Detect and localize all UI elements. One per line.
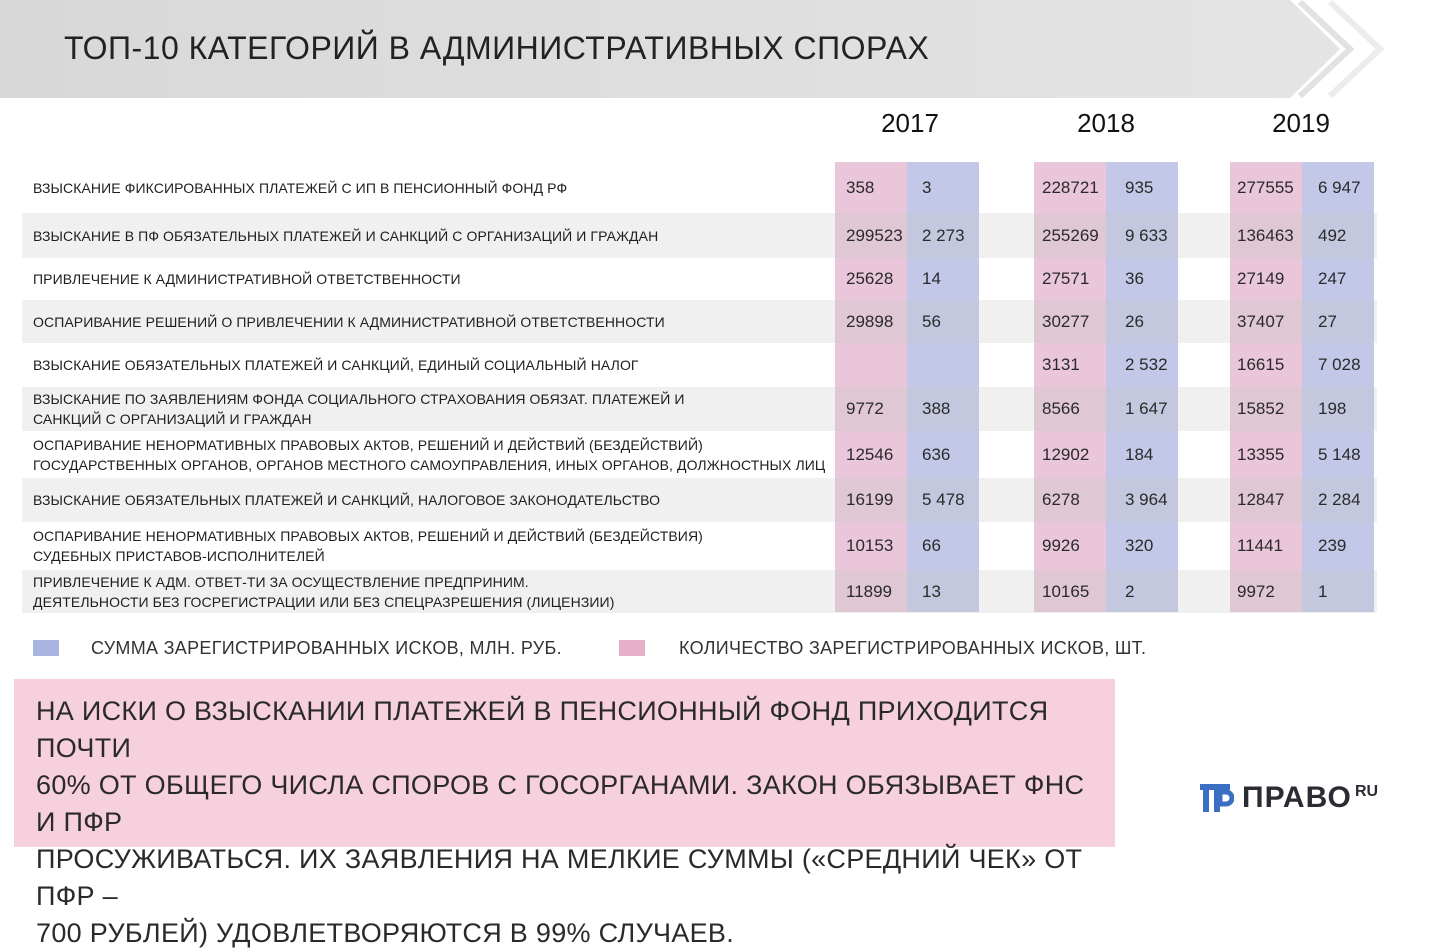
- count-cell-2018: 8566: [1042, 399, 1080, 418]
- sum-cell-2019: 239: [1318, 536, 1347, 555]
- count-cell-2017: 29898: [846, 311, 894, 331]
- count-cell-2019: 15852: [1237, 399, 1285, 418]
- note-line: ПРОСУЖИВАТЬСЯ. ИХ ЗАЯВЛЕНИЯ НА МЕЛКИЕ СУММЫ («СРЕДНИЙ ЧЕК» ОТ ПФР –: [36, 844, 1083, 911]
- row-label-line: ВЗЫСКАНИЕ ОБЯЗАТЕЛЬНЫХ ПЛАТЕЖЕЙ И САНКЦИЙ, ЕДИНЫЙ СОЦИАЛЬНЫЙ НАЛОГ: [33, 357, 639, 373]
- count-cell-2018: 228721: [1042, 177, 1099, 197]
- sum-cell-2019: 1: [1318, 581, 1328, 601]
- count-cell-2018: 27571: [1042, 269, 1090, 288]
- year-header-2018: 2018: [1077, 108, 1135, 138]
- count-cell-2018: 30277: [1042, 311, 1090, 331]
- logo-suffix: RU: [1355, 783, 1379, 800]
- row-label: [33, 178, 567, 198]
- sum-cell-2017: 3: [922, 177, 932, 197]
- row-label: [33, 226, 658, 246]
- pravo-logo-icon: [1200, 784, 1234, 814]
- count-cell-2017: 16199: [846, 490, 894, 509]
- note-box: [14, 679, 1115, 948]
- count-cell-2017: 9772: [846, 399, 884, 418]
- sum-cell-2017: 388: [922, 399, 951, 418]
- row-label: [33, 435, 825, 475]
- year-header-2017: 2017: [881, 108, 939, 138]
- sum-cell-2018: 1 647: [1125, 399, 1168, 418]
- count-cell-2017: 11899: [846, 581, 893, 601]
- row-label: [33, 490, 660, 510]
- sum-cell-2018: 9 633: [1125, 225, 1168, 245]
- logo-text: ПРАВО: [1242, 781, 1352, 814]
- count-cell-2018: 9926: [1042, 536, 1080, 555]
- note-text: [36, 693, 1106, 952]
- row-label-line: ДЕЯТЕЛЬНОСТИ БЕЗ ГОСРЕГИСТРАЦИИ ИЛИ БЕЗ СПЕЦРАЗРЕШЕНИЯ (ЛИЦЕНЗИИ): [33, 593, 615, 610]
- sum-cell-2018: 320: [1125, 536, 1154, 555]
- sum-cell-2018: 935: [1125, 177, 1154, 197]
- legend-count-label: КОЛИЧЕСТВО ЗАРЕГИСТРИРОВАННЫХ ИСКОВ, ШТ.: [679, 638, 1147, 658]
- count-cell-2017: 25628: [846, 269, 894, 288]
- sum-cell-2019: 2 284: [1318, 490, 1361, 509]
- count-cell-2019: 136463: [1237, 225, 1294, 245]
- count-cell-2018: 255269: [1042, 225, 1099, 245]
- row-label-line: СУДЕБНЫХ ПРИСТАВОВ-ИСПОЛНИТЕЛЕЙ: [33, 548, 325, 564]
- row-label-line: ГОСУДАРСТВЕННЫХ ОРГАНОВ, ОРГАНОВ МЕСТНОГО САМОУПРАВЛЕНИЯ, ИНЫХ ОРГАНОВ, ДОЛЖНОСТНЫХ ЛИЦ: [33, 456, 826, 473]
- count-cell-2019: 16615: [1237, 355, 1285, 374]
- count-cell-2017: 10153: [846, 536, 894, 555]
- row-label: [33, 269, 461, 289]
- row-label-line: ВЗЫСКАНИЕ ОБЯЗАТЕЛЬНЫХ ПЛАТЕЖЕЙ И САНКЦИЙ, НАЛОГОВОЕ ЗАКОНОДАТЕЛЬСТВО: [33, 492, 661, 508]
- row-label-line: ОСПАРИВАНИЕ НЕНОРМАТИВНЫХ ПРАВОВЫХ АКТОВ, РЕШЕНИЙ И ДЕЙСТВИЙ (БЕЗДЕЙСТВИЯ): [33, 528, 703, 544]
- sum-cell-2018: 2 532: [1125, 355, 1168, 374]
- count-cell-2019: 11441: [1237, 536, 1284, 555]
- row-label-line: ВЗЫСКАНИЕ В ПФ ОБЯЗАТЕЛЬНЫХ ПЛАТЕЖЕЙ И САНКЦИЙ С ОРГАНИЗАЦИЙ И ГРАЖДАН: [33, 227, 659, 244]
- legend-sum-swatch: [33, 640, 59, 656]
- row-label-line: ПРИВЛЕЧЕНИЕ К АДМ. ОТВЕТ-ТИ ЗА ОСУЩЕСТВЛЕНИЕ ПРЕДПРИНИМ.: [33, 573, 529, 590]
- row-label-line: ВЗЫСКАНИЕ ФИКСИРОВАННЫХ ПЛАТЕЖЕЙ С ИП В ПЕНСИОННЫЙ ФОНД РФ: [33, 179, 568, 196]
- sum-cell-2019: 492: [1318, 225, 1347, 245]
- sum-cell-2017: 636: [922, 444, 951, 464]
- count-cell-2017: 299523: [846, 225, 903, 245]
- count-cell-2019: 13355: [1237, 444, 1285, 464]
- sum-cell-2019: 6 947: [1318, 177, 1361, 197]
- row-label: [33, 526, 703, 566]
- row-label-line: ОСПАРИВАНИЕ РЕШЕНИЙ О ПРИВЛЕЧЕНИИ К АДМИНИСТРАТИВНОЙ ОТВЕТСТВЕННОСТИ: [33, 313, 665, 330]
- sum-cell-2017: 56: [922, 311, 941, 331]
- count-cell-2018: 10165: [1042, 581, 1090, 601]
- note-line: 60% ОТ ОБЩЕГО ЧИСЛА СПОРОВ С ГОСОРГАНАМИ. ЗАКОН ОБЯЗЫВАЕТ ФНС И ПФР: [36, 770, 1085, 837]
- count-cell-2019: 27149: [1237, 269, 1285, 288]
- sum-cell-2019: 247: [1318, 269, 1347, 288]
- count-cell-2018: 3131: [1042, 355, 1080, 374]
- sum-cell-2017: 5 478: [922, 490, 965, 509]
- sum-cell-2019: 5 148: [1318, 444, 1361, 464]
- count-cell-2019: 9972: [1237, 581, 1275, 601]
- row-label: [33, 572, 614, 612]
- legend-sum-label: СУММА ЗАРЕГИСТРИРОВАННЫХ ИСКОВ, МЛН. РУБ.: [91, 638, 562, 658]
- count-cell-2019: 277555: [1237, 177, 1294, 197]
- sum-cell-2017: 14: [922, 269, 941, 288]
- row-label-line: ВЗЫСКАНИЕ ПО ЗАЯВЛЕНИЯМ ФОНДА СОЦИАЛЬНОГО СТРАХОВАНИЯ ОБЯЗАТ. ПЛАТЕЖЕЙ И: [33, 391, 685, 407]
- sum-cell-2017: 2 273: [922, 225, 965, 245]
- header-banner: [0, 0, 1340, 98]
- count-cell-2017: 358: [846, 177, 875, 197]
- sum-cell-2018: 184: [1125, 444, 1154, 464]
- page-title: ТОП-10 КАТЕГОРИЙ В АДМИНИСТРАТИВНЫХ СПОРАХ: [64, 30, 930, 66]
- row-label: [33, 389, 685, 429]
- legend-count-swatch: [619, 640, 645, 656]
- sum-cell-2018: 3 964: [1125, 490, 1168, 509]
- row-label-line: ПРИВЛЕЧЕНИЕ К АДМИНИСТРАТИВНОЙ ОТВЕТСТВЕННОСТИ: [33, 271, 461, 287]
- year-header-2019: 2019: [1272, 108, 1330, 138]
- count-cell-2019: 37407: [1237, 311, 1285, 331]
- count-cell-2019: 12847: [1237, 490, 1285, 509]
- sum-cell-2019: 7 028: [1318, 355, 1361, 374]
- note-line: НА ИСКИ О ВЗЫСКАНИИ ПЛАТЕЖЕЙ В ПЕНСИОННЫЙ ФОНД ПРИХОДИТСЯ ПОЧТИ: [36, 696, 1049, 763]
- row-label: [33, 312, 665, 332]
- sum-cell-2018: 26: [1125, 311, 1144, 331]
- sum-cell-2019: 198: [1318, 399, 1347, 418]
- row-label: [33, 355, 639, 375]
- count-cell-2017: 12546: [846, 444, 894, 464]
- sum-cell-2018: 36: [1125, 269, 1144, 288]
- count-cell-2018: 6278: [1042, 490, 1080, 509]
- sum-cell-2018: 2: [1125, 581, 1135, 601]
- row-label-line: ОСПАРИВАНИЕ НЕНОРМАТИВНЫХ ПРАВОВЫХ АКТОВ, РЕШЕНИЙ И ДЕЙСТВИЙ (БЕЗДЕЙСТВИЙ): [33, 436, 703, 453]
- sum-cell-2019: 27: [1318, 311, 1337, 331]
- count-cell-2018: 12902: [1042, 444, 1090, 464]
- sum-cell-2017: 66: [922, 536, 941, 555]
- row-label-line: САНКЦИЙ С ОРГАНИЗАЦИЙ И ГРАЖДАН: [33, 411, 312, 427]
- sum-cell-2017: 13: [922, 581, 941, 601]
- note-line: 700 РУБЛЕЙ) УДОВЛЕТВОРЯЮТСЯ В 99% СЛУЧАЕВ.: [36, 918, 735, 948]
